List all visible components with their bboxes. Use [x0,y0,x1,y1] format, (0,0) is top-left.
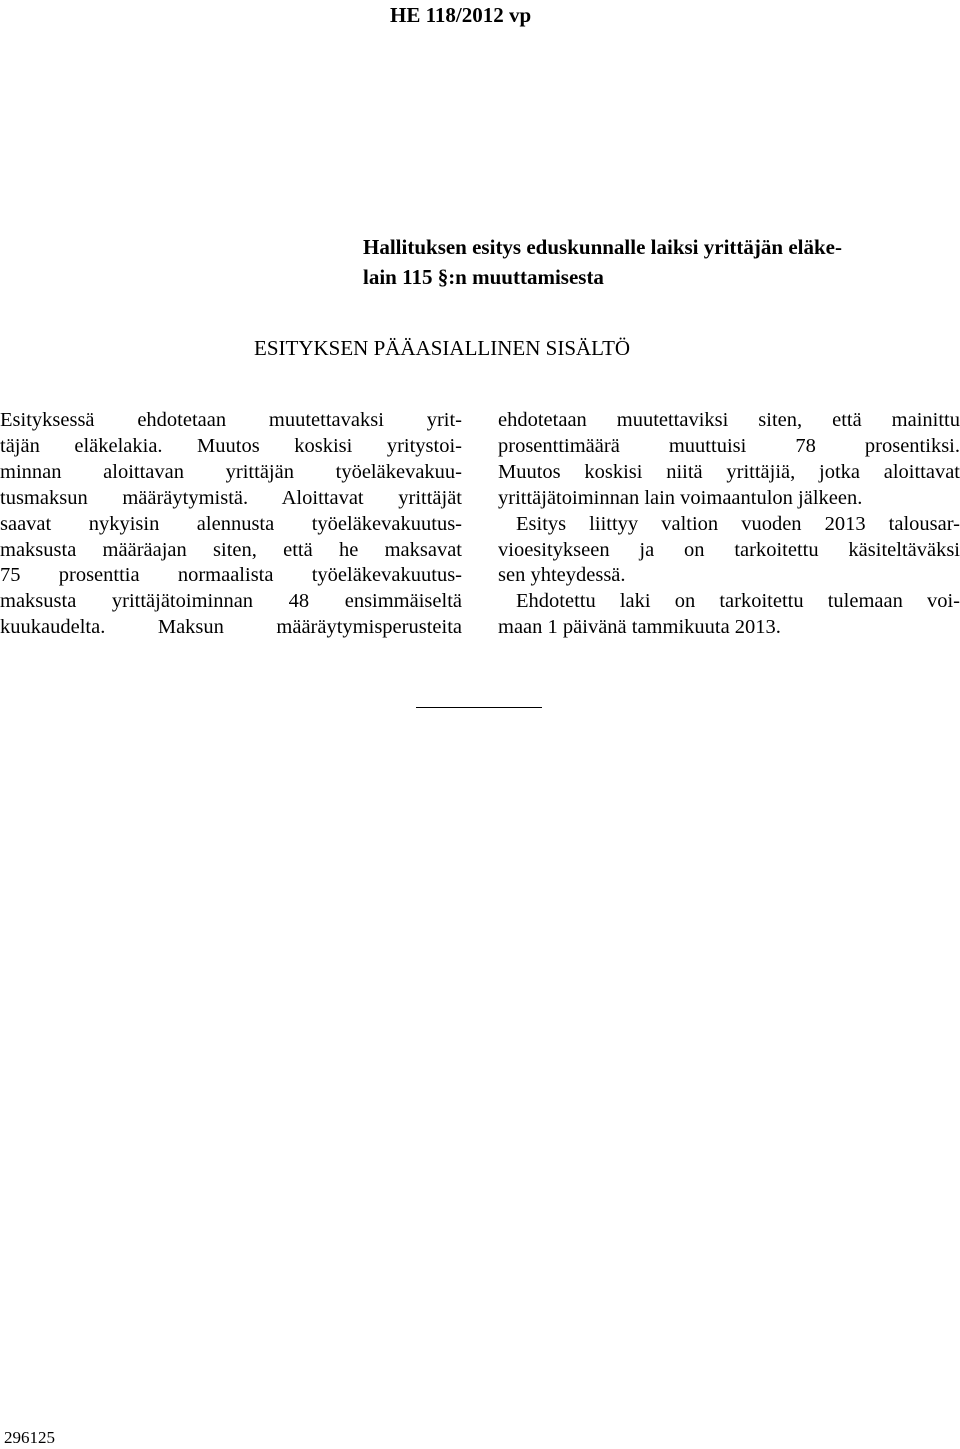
body-line: tusmaksun määräytymistä. Aloittavat yrittäjät [0,486,462,509]
body-line: ehdotetaan muutettaviksi siten, että mainittu [498,409,960,431]
body-line: minnan aloittavan yrittäjän työeläkevakuu- [0,460,462,483]
body-column-left [0,408,462,641]
document-id: HE 118/2012 vp [390,3,532,27]
body-line: sen yhteydessä. [498,564,626,587]
body-line: Muutos koskisi niitä yrittäjiä, jotka aloittavat [498,460,960,483]
title-line-1: Hallituksen esitys eduskunnalle laiksi yrittäjän eläke- [363,235,842,259]
title-line-2: lain 115 §:n muuttamisesta [363,265,604,289]
document-title [363,232,958,292]
body-line: Ehdotettu laki on tarkoitettu tulemaan voi- [516,590,960,613]
body-line: Esityksessä ehdotetaan muutettavaksi yrit- [0,409,462,431]
page-footer-code: 296125 [4,1428,55,1447]
body-line: maksusta määräajan siten, että he maksavat [0,538,462,561]
body-line: vioesitykseen ja on tarkoitettu käsiteltäväksi [498,538,960,561]
body-line: maan 1 päivänä tammikuuta 2013. [498,616,781,639]
section-heading: ESITYKSEN PÄÄASIALLINEN SISÄLTÖ [254,336,631,360]
body-line: 75 prosenttia normaalista työeläkevakuutus- [0,564,462,587]
body-line: kuukaudelta. Maksun määräytymisperusteita [0,616,462,639]
body-line: Esitys liittyy valtion vuoden 2013 talousar- [516,512,960,535]
body-line: täjän eläkelakia. Muutos koskisi yritystoi- [0,434,462,457]
body-line: prosenttimäärä muuttuisi 78 prosentiksi. [498,434,960,457]
body-line: saavat nykyisin alennusta työeläkevakuutus- [0,512,462,535]
body-line: yrittäjätoiminnan lain voimaantulon jälkeen. [498,486,863,509]
section-divider [416,707,542,708]
body-column-right [498,408,960,641]
body-line: maksusta yrittäjätoiminnan 48 ensimmäiseltä [0,590,462,613]
